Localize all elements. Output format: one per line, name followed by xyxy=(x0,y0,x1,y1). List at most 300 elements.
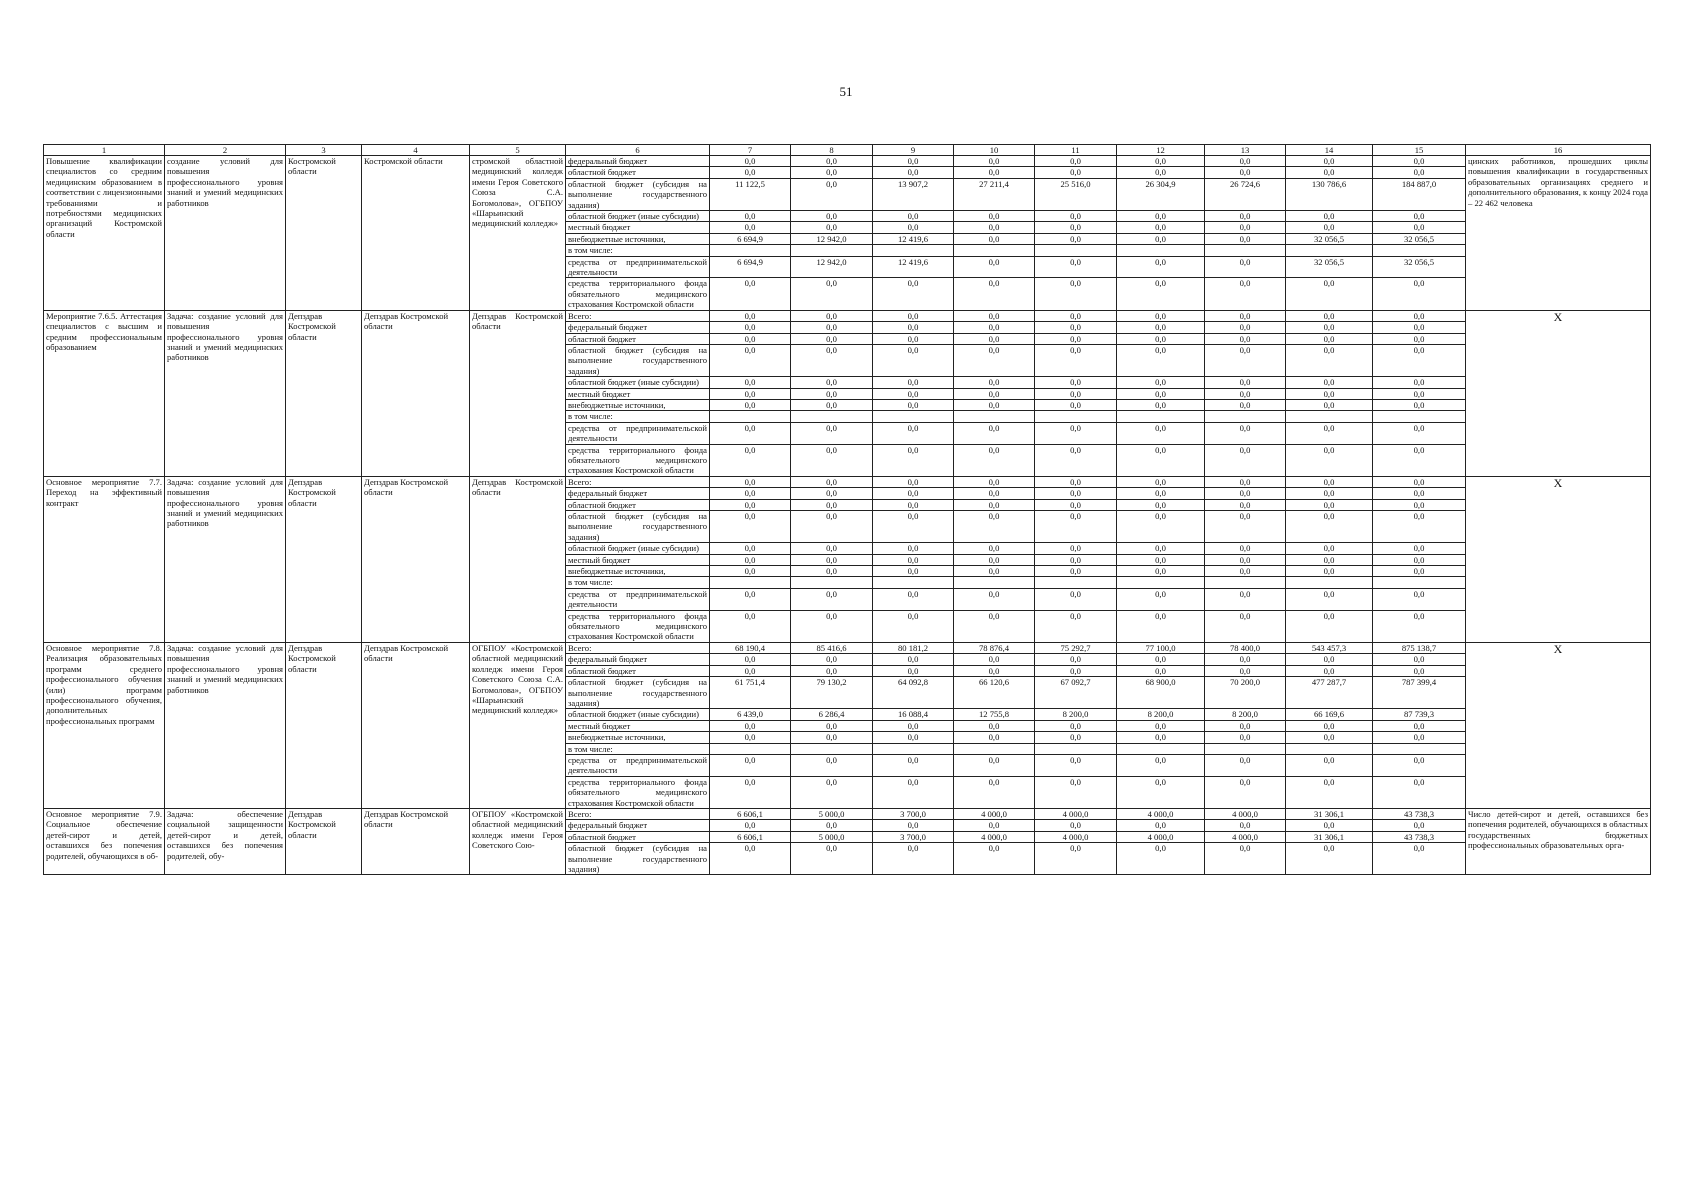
amount-cell: 0,0 xyxy=(791,333,873,344)
amount-cell: 0,0 xyxy=(710,344,791,376)
amount-cell: 0,0 xyxy=(1117,720,1205,731)
amount-cell: 0,0 xyxy=(873,654,954,665)
column-header: 1 xyxy=(44,145,165,156)
amount-cell: 0,0 xyxy=(873,543,954,554)
amount-cell: 0,0 xyxy=(954,333,1035,344)
amount-cell: 0,0 xyxy=(1205,310,1286,321)
amount-cell: 6 286,4 xyxy=(791,709,873,720)
amount-cell: 0,0 xyxy=(873,554,954,565)
participant-cell: ОГБПОУ «Костромской областной медицинский колледж имени Героя Советского Сою- xyxy=(470,808,566,874)
funding-source-cell: областной бюджет (субсидия на выполнение государственного задания) xyxy=(566,344,710,376)
funding-source-cell: областной бюджет (субсидия на выполнение государственного задания) xyxy=(566,178,710,210)
amount-cell: 0,0 xyxy=(1373,754,1466,776)
amount-cell: 12 942,0 xyxy=(791,256,873,278)
responsible-cell: Депздрав Костромской области xyxy=(286,642,362,808)
responsible-cell: Костромской области xyxy=(286,156,362,311)
amount-cell: 0,0 xyxy=(1286,543,1373,554)
amount-cell: 0,0 xyxy=(1373,222,1466,233)
amount-cell: 0,0 xyxy=(791,310,873,321)
funding-source-cell: федеральный бюджет xyxy=(566,820,710,831)
amount-cell: 0,0 xyxy=(791,820,873,831)
amount-cell: 0,0 xyxy=(791,566,873,577)
amount-cell: 0,0 xyxy=(954,211,1035,222)
amount-cell: 0,0 xyxy=(1117,732,1205,743)
amount-cell: 0,0 xyxy=(710,776,791,808)
amount-cell: 0,0 xyxy=(954,554,1035,565)
amount-cell: 0,0 xyxy=(1205,554,1286,565)
amount-cell: 0,0 xyxy=(1286,167,1373,178)
amount-cell: 0,0 xyxy=(1035,211,1117,222)
amount-cell: 0,0 xyxy=(1286,511,1373,543)
amount-cell: 0,0 xyxy=(1035,543,1117,554)
amount-cell: 0,0 xyxy=(1286,720,1373,731)
amount-cell: 0,0 xyxy=(1205,322,1286,333)
amount-cell: 0,0 xyxy=(1035,820,1117,831)
amount-cell: 0,0 xyxy=(1205,278,1286,310)
amount-cell: 0,0 xyxy=(1286,654,1373,665)
amount-cell: 0,0 xyxy=(1286,377,1373,388)
amount-cell: 8 200,0 xyxy=(1117,709,1205,720)
amount-cell: 77 100,0 xyxy=(1117,642,1205,653)
amount-cell: 130 786,6 xyxy=(1286,178,1373,210)
column-header: 9 xyxy=(873,145,954,156)
amount-cell: 0,0 xyxy=(791,399,873,410)
funding-source-cell: средства от предпринимательской деятельности xyxy=(566,422,710,444)
amount-cell: 0,0 xyxy=(1286,211,1373,222)
amount-cell: 0,0 xyxy=(1205,843,1286,875)
amount-cell: 0,0 xyxy=(710,476,791,487)
amount-cell: 0,0 xyxy=(1286,222,1373,233)
amount-cell xyxy=(1117,743,1205,754)
amount-cell: 0,0 xyxy=(1373,732,1466,743)
amount-cell: 0,0 xyxy=(1117,167,1205,178)
amount-cell: 0,0 xyxy=(791,776,873,808)
amount-cell: 0,0 xyxy=(873,776,954,808)
funding-source-cell: областной бюджет xyxy=(566,499,710,510)
amount-cell xyxy=(1205,411,1286,422)
coexecutor-cell: Депздрав Костромской области xyxy=(362,476,470,642)
coexecutor-cell: Депздрав Костромской области xyxy=(362,310,470,476)
amount-cell xyxy=(791,411,873,422)
amount-cell: 0,0 xyxy=(1035,610,1117,642)
funding-source-cell: областной бюджет (иные субсидии) xyxy=(566,211,710,222)
amount-cell: 0,0 xyxy=(791,167,873,178)
amount-cell: 0,0 xyxy=(1117,399,1205,410)
amount-cell: 0,0 xyxy=(1373,566,1466,577)
amount-cell: 0,0 xyxy=(710,278,791,310)
funding-source-cell: средства территориального фонда обязательного медицинского страхования Костромской области xyxy=(566,610,710,642)
column-header: 13 xyxy=(1205,145,1286,156)
amount-cell: 0,0 xyxy=(1373,543,1466,554)
amount-cell: 4 000,0 xyxy=(1035,808,1117,819)
amount-cell: 184 887,0 xyxy=(1373,178,1466,210)
table-row xyxy=(44,642,1651,653)
column-header: 11 xyxy=(1035,145,1117,156)
amount-cell: 3 700,0 xyxy=(873,808,954,819)
amount-cell: 6 606,1 xyxy=(710,808,791,819)
amount-cell: 0,0 xyxy=(1286,820,1373,831)
amount-cell: 0,0 xyxy=(1117,278,1205,310)
amount-cell xyxy=(710,743,791,754)
amount-cell xyxy=(1286,743,1373,754)
amount-cell xyxy=(1117,411,1205,422)
amount-cell: 0,0 xyxy=(1373,333,1466,344)
column-header: 3 xyxy=(286,145,362,156)
event-name-cell: Повышение квалификации специалистов со средним медицинским образованием в соответствии с лицензионными требованиями и потребностями медицинских организаций Костромской области xyxy=(44,156,165,311)
amount-cell: 0,0 xyxy=(873,843,954,875)
amount-cell: 0,0 xyxy=(954,754,1035,776)
amount-cell: 0,0 xyxy=(791,654,873,665)
amount-cell xyxy=(873,411,954,422)
amount-cell xyxy=(791,245,873,256)
amount-cell: 0,0 xyxy=(1373,211,1466,222)
amount-cell: 0,0 xyxy=(710,720,791,731)
amount-cell: 0,0 xyxy=(1117,422,1205,444)
column-header: 8 xyxy=(791,145,873,156)
amount-cell: 0,0 xyxy=(1373,511,1466,543)
amount-cell: 0,0 xyxy=(1205,399,1286,410)
amount-cell: 0,0 xyxy=(1117,499,1205,510)
amount-cell xyxy=(1373,411,1466,422)
amount-cell: 0,0 xyxy=(1205,233,1286,244)
amount-cell: 0,0 xyxy=(954,322,1035,333)
amount-cell: 0,0 xyxy=(1035,754,1117,776)
amount-cell: 5 000,0 xyxy=(791,808,873,819)
amount-cell xyxy=(1286,245,1373,256)
amount-cell: 0,0 xyxy=(1205,665,1286,676)
amount-cell: 0,0 xyxy=(1205,732,1286,743)
amount-cell: 0,0 xyxy=(710,754,791,776)
amount-cell: 0,0 xyxy=(1286,344,1373,376)
amount-cell: 0,0 xyxy=(873,720,954,731)
funding-source-cell: Всего: xyxy=(566,476,710,487)
funding-source-cell: Всего: xyxy=(566,642,710,653)
amount-cell: 80 181,2 xyxy=(873,642,954,653)
amount-cell: 66 169,6 xyxy=(1286,709,1373,720)
amount-cell: 0,0 xyxy=(954,588,1035,610)
amount-cell xyxy=(954,411,1035,422)
amount-cell: 0,0 xyxy=(954,156,1035,167)
amount-cell: 6 439,0 xyxy=(710,709,791,720)
amount-cell: 0,0 xyxy=(1205,444,1286,476)
amount-cell: 26 724,6 xyxy=(1205,178,1286,210)
amount-cell: 0,0 xyxy=(1117,344,1205,376)
amount-cell: 0,0 xyxy=(1035,654,1117,665)
amount-cell: 78 876,4 xyxy=(954,642,1035,653)
amount-cell: 26 304,9 xyxy=(1117,178,1205,210)
column-header: 2 xyxy=(165,145,286,156)
event-name-cell: Мероприятие 7.6.5. Аттестация специалистов с высшим и средним профессиональным образованием xyxy=(44,310,165,476)
amount-cell: 0,0 xyxy=(873,610,954,642)
funding-source-cell: федеральный бюджет xyxy=(566,654,710,665)
amount-cell: 0,0 xyxy=(954,776,1035,808)
amount-cell: 4 000,0 xyxy=(1205,831,1286,842)
task-cell: Задача: создание условий для повышения профессионального уровня знаний и умений медицинских работников xyxy=(165,476,286,642)
amount-cell: 0,0 xyxy=(1373,399,1466,410)
amount-cell: 27 211,4 xyxy=(954,178,1035,210)
amount-cell: 0,0 xyxy=(954,167,1035,178)
amount-cell: 0,0 xyxy=(1286,610,1373,642)
amount-cell: 0,0 xyxy=(791,554,873,565)
funding-source-cell: Всего: xyxy=(566,808,710,819)
amount-cell: 0,0 xyxy=(1117,588,1205,610)
amount-cell: 0,0 xyxy=(1035,233,1117,244)
amount-cell: 0,0 xyxy=(1373,488,1466,499)
participant-cell: ОГБПОУ «Костромской областной медицинский колледж имени Героя Советского Союза С.А. Богомолова», ОГБПОУ «Шарьинский медицинский колледж» xyxy=(470,642,566,808)
amount-cell: 0,0 xyxy=(1035,511,1117,543)
amount-cell: 0,0 xyxy=(1205,222,1286,233)
amount-cell: 787 399,4 xyxy=(1373,677,1466,709)
amount-cell: 11 122,5 xyxy=(710,178,791,210)
amount-cell: 0,0 xyxy=(1373,499,1466,510)
amount-cell: 0,0 xyxy=(954,278,1035,310)
funding-source-cell: областной бюджет xyxy=(566,333,710,344)
amount-cell: 4 000,0 xyxy=(1117,831,1205,842)
amount-cell: 0,0 xyxy=(954,732,1035,743)
amount-cell: 0,0 xyxy=(1205,488,1286,499)
amount-cell xyxy=(1117,245,1205,256)
amount-cell: 0,0 xyxy=(1373,377,1466,388)
amount-cell: 0,0 xyxy=(791,178,873,210)
amount-cell: 0,0 xyxy=(873,211,954,222)
amount-cell: 0,0 xyxy=(954,511,1035,543)
amount-cell: 0,0 xyxy=(1035,499,1117,510)
amount-cell: 0,0 xyxy=(710,499,791,510)
participant-cell: Депздрав Костромской области xyxy=(470,476,566,642)
amount-cell: 0,0 xyxy=(710,511,791,543)
amount-cell: 0,0 xyxy=(1373,167,1466,178)
amount-cell: 0,0 xyxy=(1205,256,1286,278)
amount-cell: 0,0 xyxy=(873,388,954,399)
amount-cell: 0,0 xyxy=(1035,422,1117,444)
amount-cell: 0,0 xyxy=(1205,499,1286,510)
amount-cell: 0,0 xyxy=(873,566,954,577)
amount-cell: 0,0 xyxy=(1117,256,1205,278)
amount-cell: 0,0 xyxy=(873,278,954,310)
amount-cell: 0,0 xyxy=(1373,156,1466,167)
amount-cell: 0,0 xyxy=(873,344,954,376)
amount-cell: 0,0 xyxy=(710,843,791,875)
amount-cell: 0,0 xyxy=(791,377,873,388)
amount-cell: 0,0 xyxy=(1286,310,1373,321)
amount-cell: 0,0 xyxy=(1286,476,1373,487)
amount-cell: 0,0 xyxy=(1117,843,1205,875)
amount-cell: 0,0 xyxy=(1286,156,1373,167)
amount-cell: 0,0 xyxy=(791,211,873,222)
amount-cell: 0,0 xyxy=(1117,776,1205,808)
table-row xyxy=(44,156,1651,167)
amount-cell xyxy=(954,577,1035,588)
amount-cell: 0,0 xyxy=(1035,278,1117,310)
amount-cell: 13 907,2 xyxy=(873,178,954,210)
amount-cell: 0,0 xyxy=(1286,322,1373,333)
amount-cell: 0,0 xyxy=(1286,554,1373,565)
funding-source-cell: в том числе: xyxy=(566,245,710,256)
amount-cell: 0,0 xyxy=(1117,310,1205,321)
task-cell: Задача: создание условий для повышения профессионального уровня знаний и умений медицинских работников xyxy=(165,642,286,808)
funding-source-cell: областной бюджет (субсидия на выполнение государственного задания) xyxy=(566,511,710,543)
amount-cell: 0,0 xyxy=(791,222,873,233)
amount-cell xyxy=(873,743,954,754)
amount-cell: 0,0 xyxy=(1286,278,1373,310)
coexecutor-cell: Костромской области xyxy=(362,156,470,311)
amount-cell: 0,0 xyxy=(1035,333,1117,344)
amount-cell: 0,0 xyxy=(954,665,1035,676)
amount-cell: 0,0 xyxy=(710,333,791,344)
amount-cell: 32 056,5 xyxy=(1373,233,1466,244)
amount-cell xyxy=(1205,577,1286,588)
amount-cell: 0,0 xyxy=(954,720,1035,731)
amount-cell: 0,0 xyxy=(1035,344,1117,376)
funding-source-cell: областной бюджет xyxy=(566,167,710,178)
funding-source-cell: областной бюджет xyxy=(566,831,710,842)
column-header: 6 xyxy=(566,145,710,156)
funding-source-cell: внебюджетные источники, xyxy=(566,732,710,743)
amount-cell: 68 900,0 xyxy=(1117,677,1205,709)
amount-cell: 0,0 xyxy=(1286,388,1373,399)
table-body xyxy=(44,156,1651,875)
amount-cell: 0,0 xyxy=(873,499,954,510)
amount-cell: 0,0 xyxy=(710,222,791,233)
amount-cell: 0,0 xyxy=(1286,399,1373,410)
amount-cell: 61 751,4 xyxy=(710,677,791,709)
amount-cell: 0,0 xyxy=(954,256,1035,278)
amount-cell: 68 190,4 xyxy=(710,642,791,653)
page-number: 51 xyxy=(839,84,853,99)
amount-cell: 0,0 xyxy=(791,499,873,510)
amount-cell: 0,0 xyxy=(791,732,873,743)
amount-cell: 0,0 xyxy=(873,732,954,743)
amount-cell: 85 416,6 xyxy=(791,642,873,653)
amount-cell: 0,0 xyxy=(873,167,954,178)
amount-cell: 6 694,9 xyxy=(710,233,791,244)
amount-cell xyxy=(954,743,1035,754)
amount-cell: 0,0 xyxy=(1373,588,1466,610)
amount-cell: 0,0 xyxy=(1117,754,1205,776)
amount-cell xyxy=(954,245,1035,256)
amount-cell: 25 516,0 xyxy=(1035,178,1117,210)
amount-cell: 32 056,5 xyxy=(1373,256,1466,278)
funding-source-cell: областной бюджет (субсидия на выполнение государственного задания) xyxy=(566,843,710,875)
column-header: 10 xyxy=(954,145,1035,156)
amount-cell: 0,0 xyxy=(791,588,873,610)
funding-source-cell: областной бюджет (иные субсидии) xyxy=(566,709,710,720)
amount-cell: 0,0 xyxy=(1205,754,1286,776)
amount-cell: 0,0 xyxy=(954,654,1035,665)
task-cell: создание условий для повышения профессионального уровня знаний и умений медицинских работников xyxy=(165,156,286,311)
amount-cell: 0,0 xyxy=(1373,554,1466,565)
task-cell: Задача: создание условий для повышения профессионального уровня знаний и умений медицинских работников xyxy=(165,310,286,476)
funding-source-cell: федеральный бюджет xyxy=(566,488,710,499)
column-header: 7 xyxy=(710,145,791,156)
indicator-cell: цинских работников, прошедших циклы повышения квалификации в государственных образовательных организациях среднего и дополнительного образования, к концу 2024 года – 22 462 человека xyxy=(1466,156,1651,311)
amount-cell: 0,0 xyxy=(1373,476,1466,487)
amount-cell: 0,0 xyxy=(873,588,954,610)
amount-cell xyxy=(1373,743,1466,754)
amount-cell xyxy=(1117,577,1205,588)
amount-cell: 0,0 xyxy=(791,720,873,731)
amount-cell: 79 130,2 xyxy=(791,677,873,709)
amount-cell: 0,0 xyxy=(1205,543,1286,554)
amount-cell: 0,0 xyxy=(1205,344,1286,376)
amount-cell: 0,0 xyxy=(954,488,1035,499)
amount-cell: 543 457,3 xyxy=(1286,642,1373,653)
coexecutor-cell: Депздрав Костромской области xyxy=(362,808,470,874)
table-row xyxy=(44,476,1651,487)
amount-cell: 0,0 xyxy=(710,167,791,178)
table-row xyxy=(44,310,1651,321)
amount-cell: 0,0 xyxy=(1117,511,1205,543)
funding-source-cell: в том числе: xyxy=(566,743,710,754)
amount-cell xyxy=(1035,743,1117,754)
amount-cell: 0,0 xyxy=(1117,222,1205,233)
amount-cell: 0,0 xyxy=(954,820,1035,831)
amount-cell xyxy=(1205,245,1286,256)
event-name-cell: Основное мероприятие 7.7. Переход на эффективный контракт xyxy=(44,476,165,642)
amount-cell xyxy=(1035,411,1117,422)
amount-cell: 0,0 xyxy=(1373,444,1466,476)
amount-cell: 0,0 xyxy=(873,399,954,410)
amount-cell xyxy=(1286,411,1373,422)
responsible-cell: Депздрав Костромской области xyxy=(286,476,362,642)
amount-cell: 0,0 xyxy=(1205,610,1286,642)
amount-cell: 0,0 xyxy=(954,399,1035,410)
amount-cell: 31 306,1 xyxy=(1286,808,1373,819)
indicator-cell: X xyxy=(1466,642,1651,808)
amount-cell: 0,0 xyxy=(1286,754,1373,776)
amount-cell: 0,0 xyxy=(1035,322,1117,333)
amount-cell: 0,0 xyxy=(1205,654,1286,665)
amount-cell: 0,0 xyxy=(1286,665,1373,676)
amount-cell: 0,0 xyxy=(873,488,954,499)
amount-cell: 43 738,3 xyxy=(1373,808,1466,819)
amount-cell: 12 942,0 xyxy=(791,233,873,244)
header-row xyxy=(44,145,1651,156)
amount-cell xyxy=(710,245,791,256)
amount-cell: 75 292,7 xyxy=(1035,642,1117,653)
amount-cell: 66 120,6 xyxy=(954,677,1035,709)
amount-cell: 0,0 xyxy=(1286,843,1373,875)
amount-cell: 0,0 xyxy=(1205,333,1286,344)
amount-cell: 0,0 xyxy=(1205,476,1286,487)
amount-cell: 0,0 xyxy=(710,820,791,831)
amount-cell: 0,0 xyxy=(1117,322,1205,333)
amount-cell: 0,0 xyxy=(954,843,1035,875)
amount-cell: 0,0 xyxy=(710,654,791,665)
amount-cell: 0,0 xyxy=(1035,732,1117,743)
amount-cell: 0,0 xyxy=(791,843,873,875)
amount-cell: 0,0 xyxy=(954,344,1035,376)
amount-cell: 0,0 xyxy=(791,444,873,476)
amount-cell: 0,0 xyxy=(1286,776,1373,808)
funding-source-cell: внебюджетные источники, xyxy=(566,233,710,244)
funding-source-cell: в том числе: xyxy=(566,577,710,588)
amount-cell: 0,0 xyxy=(954,610,1035,642)
amount-cell xyxy=(1286,577,1373,588)
funding-source-cell: средства территориального фонда обязательного медицинского страхования Костромской области xyxy=(566,278,710,310)
amount-cell: 0,0 xyxy=(873,511,954,543)
column-header: 15 xyxy=(1373,145,1466,156)
amount-cell: 87 739,3 xyxy=(1373,709,1466,720)
amount-cell: 0,0 xyxy=(1286,444,1373,476)
funding-source-cell: местный бюджет xyxy=(566,554,710,565)
amount-cell: 0,0 xyxy=(1035,720,1117,731)
amount-cell: 0,0 xyxy=(710,554,791,565)
amount-cell: 0,0 xyxy=(710,211,791,222)
amount-cell: 0,0 xyxy=(1035,665,1117,676)
funding-source-cell: средства от предпринимательской деятельности xyxy=(566,754,710,776)
funding-source-cell: местный бюджет xyxy=(566,720,710,731)
